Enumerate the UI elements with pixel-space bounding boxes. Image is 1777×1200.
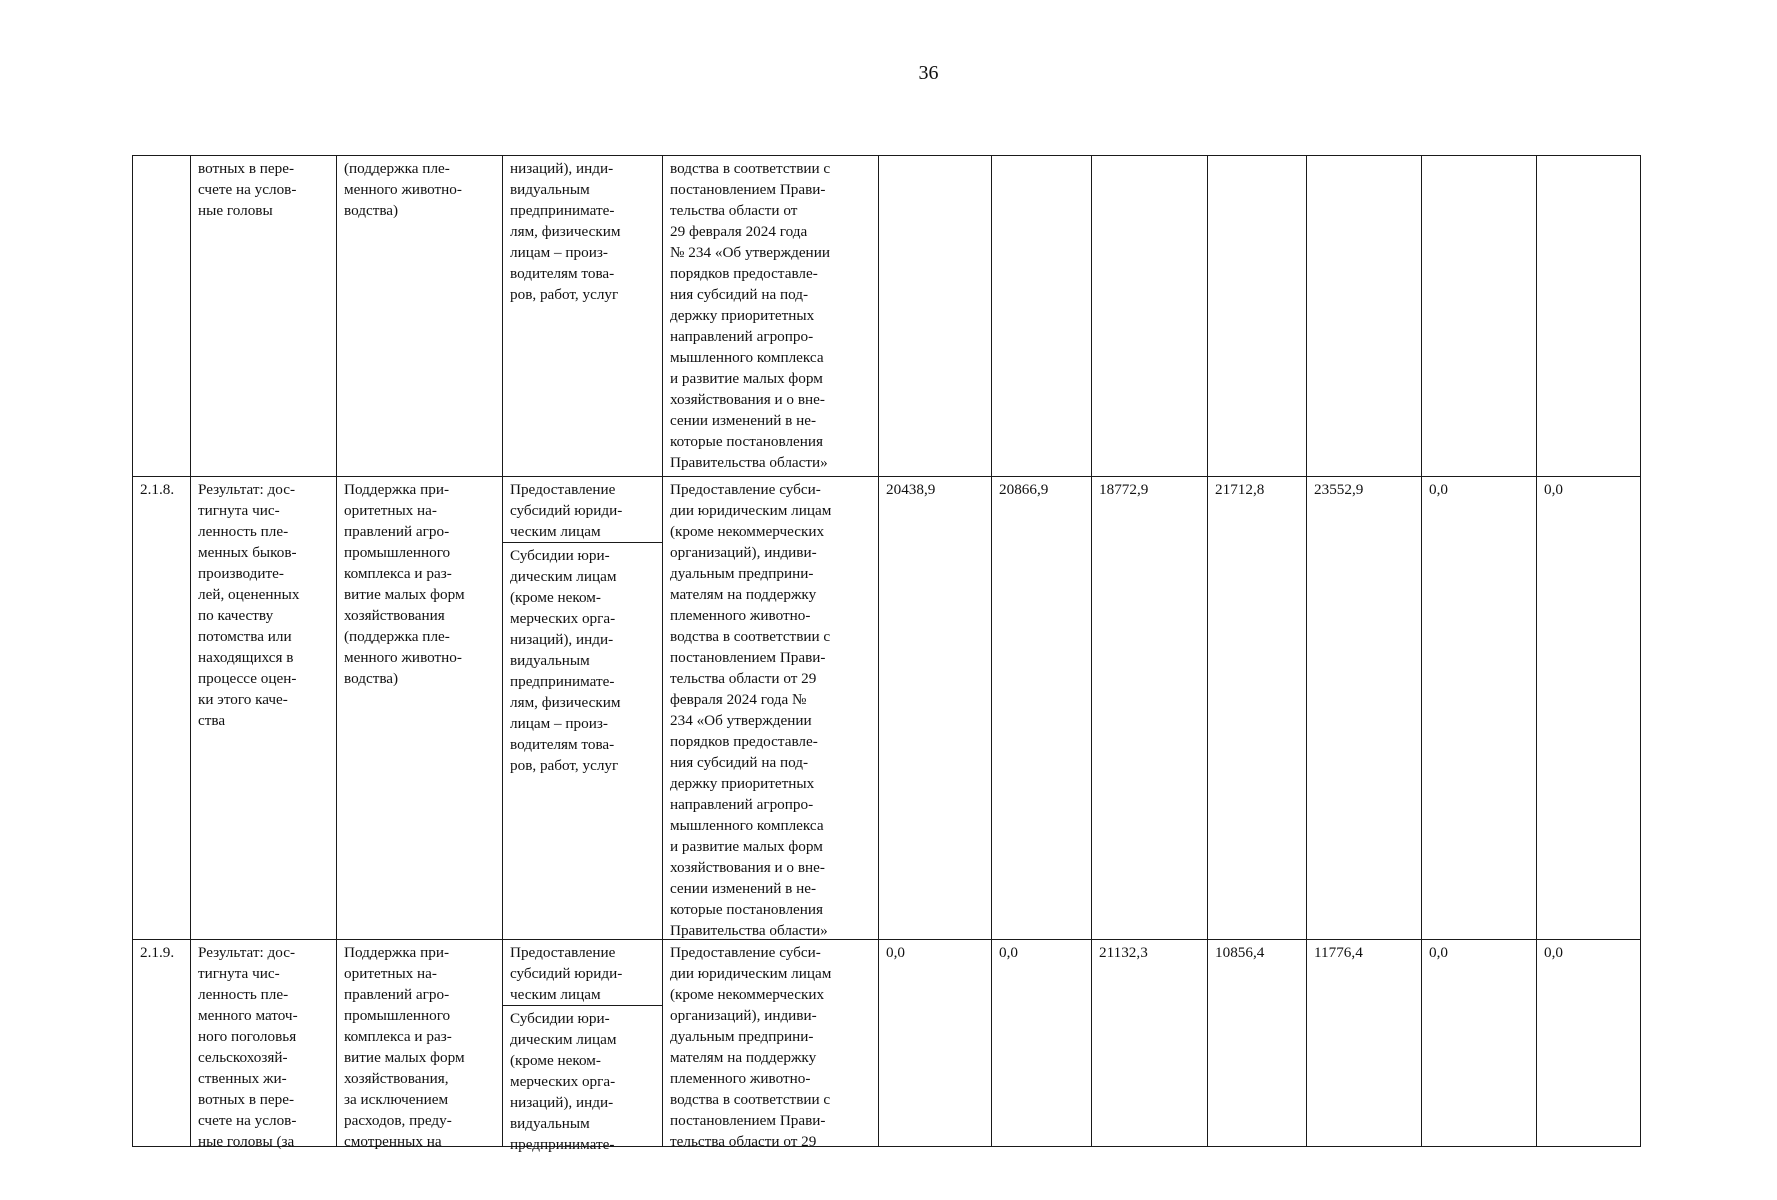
mechanism-detail: низаций), инди- видуальным предпринимате- лям, физическим лицам – произ- водителям това- ров, работ, услуг [510,160,621,303]
description-cell: Предоставление субси- дии юридическим лицам (кроме некоммерческих организаций), индиви- дуальным предприни- мателям на поддержку племенного животно- водства в соответствии с постановлением Прави- тельства области от 29 февраля 2024 года № 234 «Об утверждении порядков предоставле- ния субсидий на под- держку приоритетных направлений агропро- мышленного комплекса и развитие малых форм хозяйствования и о вне- сении изменений в не- которые постановления Правительства области» [663,477,879,940]
value-cell: 20866,9 [992,477,1092,940]
table-row [133,477,1641,940]
value-cell: 18772,9 [1092,477,1208,940]
value-cell [879,156,992,477]
value-cell: 0,0 [1537,477,1641,940]
value-cell [1208,156,1307,477]
result-cell: вотных в пере- счете на услов- ные головы [191,156,337,477]
value-cell: 21712,8 [1208,477,1307,940]
table-row [133,156,1641,477]
table-row [133,940,1641,1147]
mechanism-cell [503,940,663,1153]
mechanism-detail: Субсидии юри- дическим лицам (кроме неком- мерческих орга- низаций), инди- видуальным предпринимате- [510,1010,617,1153]
program-table [132,155,1641,1153]
mechanism-detail: Субсидии юри- дическим лицам (кроме неком- мерческих орга- низаций), инди- видуальным предпринимате- лям, физическим лицам – произ- водителям това- ров, работ, услуг [510,547,621,774]
value-cell: 0,0 [1422,477,1537,940]
value-cell: 10856,4 [1208,940,1307,1147]
value-cell: 23552,9 [1307,477,1422,940]
mechanism-title: Предоставление субсидий юриди- ческим лицам [503,477,662,543]
result-cell: Результат: дос- тигнута чис- ленность пле- менных быков- производите- лей, оцененных по качеству потомства или находящихся в процессе оцен- ки этого каче- ства [191,477,337,940]
value-cell [992,156,1092,477]
value-cell: 0,0 [1537,940,1641,1147]
description-cell: водства в соответствии с постановлением Прави- тельства области от 29 февраля 2024 года № 234 «Об утверждении порядков предоставле- ния субсидий на под- держку приоритетных направлений агропро- мышленного комплекса и развитие малых форм хозяйствования и о вне- сении изменений в не- которые постановления Правительства области» [663,156,879,477]
result-cell: Результат: дос- тигнута чис- ленность пле- менного маточ- ного поголовья сельскохозяй- ственных жи- вотных в пере- счете на услов- ные головы (за [191,940,337,1147]
value-cell: 20438,9 [879,477,992,940]
page-number: 36 [918,62,939,84]
direction-cell: Поддержка при- оритетных на- правлений агро- промышленного комплекса и раз- витие малых форм хозяйствования, за исключением расходов, преду- смотренных на [337,940,503,1147]
direction-cell: Поддержка при- оритетных на- правлений агро- промышленного комплекса и раз- витие малых форм хозяйствования (поддержка пле- менного животно- водства) [337,477,503,940]
mechanism-cell [503,477,663,940]
value-cell [1307,156,1422,477]
row-number-cell: 2.1.8. [133,477,191,940]
row-number-cell [133,156,191,477]
value-cell [1092,156,1208,477]
value-cell: 0,0 [992,940,1092,1147]
mechanism-cell [503,156,663,477]
value-cell: 0,0 [879,940,992,1147]
row-number-cell: 2.1.9. [133,940,191,1147]
value-cell: 21132,3 [1092,940,1208,1147]
value-cell: 0,0 [1422,940,1537,1147]
value-cell [1422,156,1537,477]
mechanism-title: Предоставление субсидий юриди- ческим лицам [503,940,662,1006]
direction-cell: (поддержка пле- менного животно- водства) [337,156,503,477]
description-cell: Предоставление субси- дии юридическим лицам (кроме некоммерческих организаций), индиви- дуальным предприни- мателям на поддержку племенного животно- водства в соответствии с постановлением Прави- тельства области от 29 [663,940,879,1147]
value-cell: 11776,4 [1307,940,1422,1147]
value-cell [1537,156,1641,477]
